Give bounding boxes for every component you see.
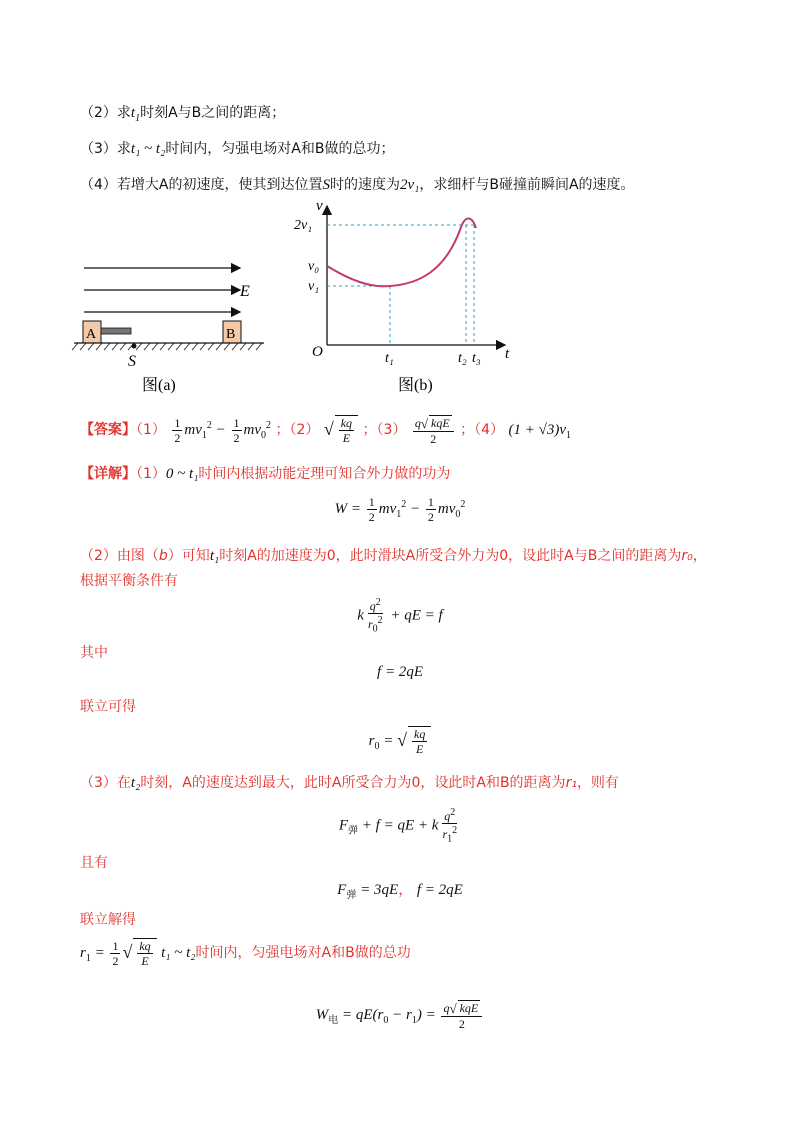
- x-tick-t2: t₂: [458, 351, 467, 366]
- figure-a: [70, 250, 280, 395]
- rod: [101, 328, 131, 334]
- answer-line: 【答案】（1） $\frac{1}{2}$ $mv_1^2$ − $\frac{1}{2}$ $mv_0^2$ ；（2） √ $\frac{kq}{E}$ ；（3） $\frac{\text{q√ kqE}}{2}$ ；（4） $(1 + √3)v_1$: [80, 416, 572, 446]
- label-lianjie: 联立解得: [80, 912, 136, 928]
- x-axis-label: t: [505, 346, 510, 362]
- figure-b-caption: 图(b): [398, 377, 433, 394]
- position-s-label: S: [128, 353, 136, 370]
- question-2: （2）求$t_1$时刻A与B之间的距离；: [80, 105, 286, 124]
- x-tick-t3: t₃: [472, 351, 481, 366]
- y-tick-v1: v₁: [308, 279, 320, 294]
- formula-balance-1: k $\frac{q^2}{r_0^2}$ + qE = f: [357, 597, 443, 635]
- formula-total-work: $W_电 = qE(r_0 - r_1)$ = $\frac{\text{q√ kqE}}{2}$: [0, 1000, 800, 1031]
- block-b-label: B: [226, 327, 236, 342]
- y-axis-label: v: [316, 198, 323, 214]
- detail-step-2: （2）由图（b）可知t₁时刻A的加速度为0，此时滑块A所受合外力为0，设此时A与B之间的距离为r₀，: [80, 548, 707, 564]
- label-qizhong: 其中: [80, 645, 108, 661]
- detail-step-2-line2: 根据平衡条件有: [80, 573, 178, 589]
- x-tick-t1: t₁: [385, 351, 394, 366]
- formula-work: W = $\frac{1}{2}$ $mv_1^2$ − $\frac{1}{2}$ $mv_0^2$: [334, 495, 466, 524]
- ground-hatch: [72, 343, 262, 350]
- detail-step-1: 【详解】（1）0 ~ t₁时间内根据动能定理可知合外力做的功为: [80, 466, 451, 482]
- formula-friction: f = 2qE: [377, 664, 423, 680]
- detail-step-3: （3）在t₂时刻，A的速度达到最大，此时A所受合力为0，设此时A和B的距离为r₁，则有: [80, 775, 619, 791]
- formula-balance-2: $F_弹 + f$ = qE + k $\frac{q^2}{r_1^2}$: [338, 807, 458, 845]
- field-label: E: [240, 283, 250, 300]
- block-a-label: A: [86, 327, 97, 342]
- label-qieyou: 且有: [80, 855, 108, 871]
- y-tick-v0: v₀: [308, 259, 320, 274]
- label-lianli: 联立可得: [80, 699, 136, 715]
- y-tick-2v1: 2v₁: [294, 218, 313, 233]
- position-s-dot: [132, 344, 137, 349]
- formula-spring: $F_弹 = 3qE$， f = 2qE: [337, 882, 463, 901]
- figure-a-caption: 图(a): [142, 377, 176, 394]
- figure-b-chart: [294, 198, 520, 395]
- question-3: （3）求t₁ ~ t₂时间内，匀强电场对A和B做的总功；: [80, 141, 395, 157]
- origin-label: O: [312, 344, 323, 360]
- question-4: （4）若增大A的初速度，使其到达位置S时的速度为2v₁，求细杆与B碰撞前瞬间A的速度。: [80, 177, 635, 193]
- formula-r0: $r_0$ = √ $\frac{kq}{E}$: [0, 726, 800, 756]
- detail-step-3-tail: $r_1$ = $\frac{1}{2}$ √ $\frac{kq}{E}$ t₁ ~ t₂时间内，匀强电场对A和B做的总功: [80, 939, 411, 968]
- velocity-curve: [327, 219, 476, 287]
